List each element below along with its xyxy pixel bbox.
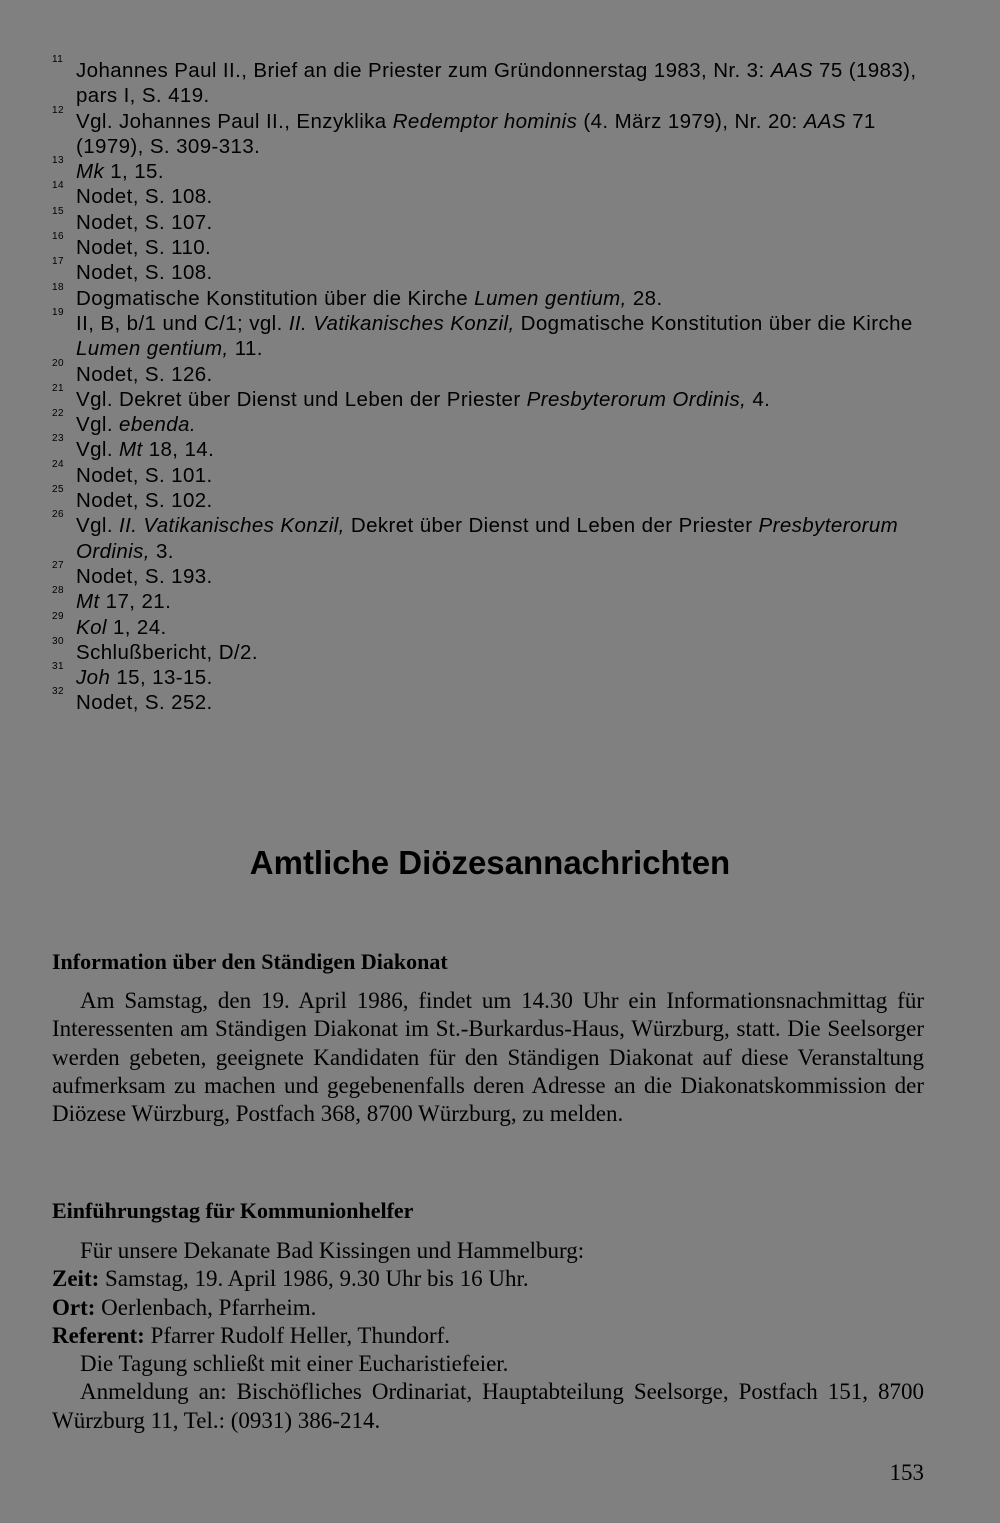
footnote: [52, 559, 922, 589]
footnote-text: II, B, b/1 und C/1; vgl.: [76, 311, 289, 335]
footnote-number: 11: [52, 54, 64, 65]
ort-line: [52, 1294, 924, 1322]
footnote-number: 20: [52, 357, 64, 369]
footnote-number: 16: [52, 231, 64, 243]
footnote-list: [52, 54, 922, 716]
footnote: [52, 382, 922, 412]
footnote-text: Nodet, S. 101.: [76, 463, 213, 487]
footnote-text: Nodet, S. 108.: [76, 185, 213, 209]
footnote: [52, 484, 922, 513]
footnote-italic-text: II. Vatikanisches Konzil,: [288, 311, 515, 335]
footnote: [52, 205, 922, 235]
footnote: [52, 610, 922, 640]
ort-label: Ort:: [52, 1294, 96, 1320]
footnote-text: Nodet, S. 252.: [76, 691, 213, 715]
footnote-text: Vgl.: [76, 514, 120, 538]
footnote: [52, 104, 922, 160]
footnote-text: Johannes Paul II., Brief an die Priester zum Gründonnerstag 1983, Nr. 3:: [76, 59, 771, 82]
footnote-text: 1, 15.: [104, 160, 164, 184]
footnote-number: 23: [52, 433, 64, 445]
referent-value: Pfarrer Rudolf Heller, Thundorf.: [150, 1322, 451, 1348]
footnote: [52, 661, 922, 690]
referent-line: [52, 1322, 924, 1350]
footnote-italic-text: ebenda.: [119, 413, 196, 437]
footnote: [52, 408, 922, 437]
footnote-number: 15: [52, 205, 64, 217]
footnote-number: 12: [52, 104, 64, 116]
footnote-text: 18, 14.: [142, 438, 215, 462]
section-kommunionhelfer: [52, 1196, 924, 1435]
footnote: [52, 509, 922, 564]
footnote-text: 15, 13-15.: [110, 666, 213, 690]
footnote-italic-text: Mt: [119, 438, 143, 462]
footnote-text: (4. März 1979), Nr. 20:: [577, 109, 804, 133]
footnote-text: Nodet, S. 110.: [76, 236, 212, 260]
footnote-text: 17, 21.: [99, 590, 172, 614]
footnote-italic-text: Lumen gentium,: [474, 286, 627, 310]
footnote-italic-text: Mk: [76, 160, 105, 184]
footnote-number: 30: [52, 635, 64, 647]
footnote-italic-text: Kol: [76, 615, 107, 639]
footnote-italic-text: Joh: [76, 666, 111, 690]
footnote: [52, 256, 922, 285]
zeit-line: [52, 1265, 924, 1293]
footnote-number: 24: [52, 458, 64, 470]
footnote-text: Vgl. Dekret über Dienst und Leben der Priester: [76, 387, 527, 411]
footnote-text: Nodet, S. 107.: [76, 210, 213, 234]
footnote-italic-text: Mt: [76, 590, 100, 614]
footnote-italic-text: Redemptor hominis: [392, 109, 578, 133]
footnote-text: Dogmatische Konstitution über die Kirche: [514, 311, 913, 335]
footnote: [52, 155, 922, 184]
footnote: [52, 281, 922, 311]
footnote-text: Vgl.: [76, 438, 120, 462]
footnote-text: 3.: [149, 539, 174, 563]
zeit-label: Zeit:: [52, 1266, 100, 1292]
closing-line: Die Tagung schließt mit einer Eucharistiefeier.: [80, 1351, 509, 1377]
footnote-number: 14: [52, 180, 64, 192]
footnote-text: 28.: [626, 286, 663, 310]
section-diakonat: [52, 947, 924, 1128]
footnote-italic-text: AAS: [770, 59, 813, 82]
footnote-number: 13: [52, 155, 64, 167]
footnote-number: 17: [52, 256, 64, 268]
footnote-italic-text: Presbyterorum Ordinis,: [526, 387, 747, 411]
referent-label: Referent:: [52, 1322, 145, 1348]
footnote-italic-text: AAS: [803, 109, 846, 133]
footnote-number: 32: [52, 686, 64, 698]
zeit-value: Samstag, 19. April 1986, 9.30 Uhr bis 16 Uhr.: [105, 1266, 529, 1292]
footnote-number: 31: [52, 661, 64, 673]
footnote-number: 26: [52, 509, 64, 521]
footnote-text: Schlußbericht, D/2.: [76, 640, 258, 664]
anmeldung-paragraph: Anmeldung an: Bischöfliches Ordinariat, Hauptabteilung Seelsorge, Postfach 151, 8700 Würzburg 11, Tel.: (0931) 386-214.: [52, 1379, 924, 1433]
section-title-kommunionhelfer: Einführungstag für Kommunionhelfer: [52, 1198, 414, 1223]
page-number: 153: [889, 1460, 924, 1485]
footnote-italic-text: Lumen gentium,: [76, 337, 229, 361]
intro-line: Für unsere Dekanate Bad Kissingen und Hammelburg:: [80, 1238, 585, 1263]
footnote: [52, 306, 922, 362]
footnote-text: Vgl. Johannes Paul II., Enzyklika: [76, 109, 393, 133]
footnote-number: 19: [52, 306, 64, 318]
footnote-text: 11.: [228, 337, 263, 361]
footnote-number: 25: [52, 484, 64, 496]
footnote: [52, 54, 922, 109]
footnote-number: 27: [52, 559, 64, 571]
footnote: [52, 231, 922, 260]
footnote-text: 75 (1983), pars I, S. 419.: [76, 59, 917, 108]
footnote-text: Vgl.: [76, 413, 120, 437]
ort-value: Oerlenbach, Pfarrheim.: [101, 1294, 317, 1320]
footnote-text: 1, 24.: [106, 615, 167, 639]
section-body-diakonat: Am Samstag, den 19. April 1986, findet um 14.30 Uhr ein Informationsnachmittag für Interessenten am Ständigen Diakonat im St.-Burkardus-Haus, Würzburg, statt. Die Seelsorger werden gebeten, geeignete Kandidaten für den Ständigen Diakonat auf diese Veranstaltung aufmerksam zu machen und gegebenenfalls deren Adresse an die Diakonatskommission der Diözese Würzburg, Postfach 368, 8700 Würzburg, zu melden.: [52, 988, 924, 1127]
section-title-diakonat: Information über den Ständigen Diakonat: [52, 949, 448, 974]
footnote-text: Nodet, S. 126.: [76, 362, 213, 386]
footnote: [52, 357, 922, 387]
footnote: [52, 433, 922, 462]
footnote: [52, 635, 922, 665]
footnote-italic-text: II. Vatikanisches Konzil,: [119, 514, 345, 538]
footnote-text: 4.: [746, 387, 771, 411]
footnote-italic-text: Presbyterorum Ordinis,: [76, 514, 899, 563]
footnote: [52, 180, 922, 209]
footnote-number: 28: [52, 585, 64, 597]
footnote: [52, 585, 922, 614]
footnote-text: Nodet, S. 102.: [76, 489, 213, 513]
footnote-number: 18: [52, 281, 64, 293]
footnote-text: Dogmatische Konstitution über die Kirche: [76, 286, 475, 310]
footnote-text: Nodet, S. 193.: [76, 564, 213, 588]
footnote-text: Dekret über Dienst und Leben der Priester: [344, 514, 759, 538]
footnote-number: 29: [52, 610, 64, 622]
footnote-number: 22: [52, 408, 64, 420]
footnote-text: 71 (1979), S. 309-313.: [76, 109, 876, 158]
footnote: [52, 686, 922, 715]
footnote: [52, 458, 922, 488]
footnote-number: 21: [52, 382, 64, 394]
page-headline: Amtliche Diözesannachrichten: [249, 844, 731, 881]
footnote-text: Nodet, S. 108.: [76, 261, 213, 285]
